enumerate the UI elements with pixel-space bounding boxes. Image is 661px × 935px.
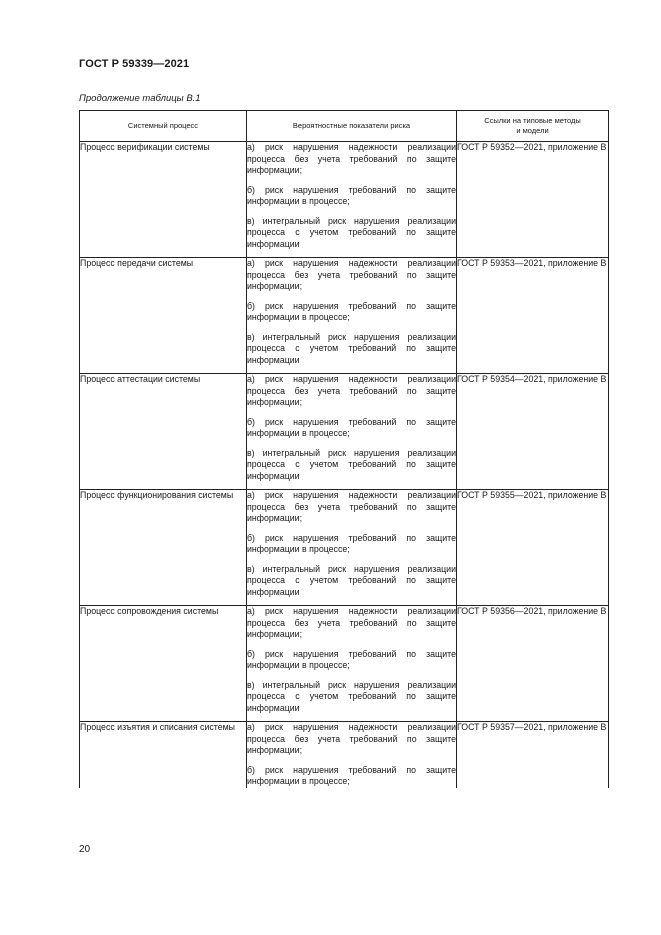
document-header: ГОСТ Р 59339—2021 [79,58,190,70]
process-cell: Процесс изъятия и списания системы [80,722,247,789]
reference-cell: ГОСТ Р 59355—2021, приложение В [457,490,609,606]
risk-item: в) интегральный риск нарушения реализации процесса с учетом требований по защите информации [247,215,456,249]
risk-cell [247,722,457,789]
risk-item: б) риск нарушения требований по защите информации в процессе; [247,300,456,322]
reference-cell: ГОСТ Р 59357—2021, приложение В [457,722,609,789]
risk-item: а) риск нарушения надежности реализации процесса без учета требований по защите информации; [247,258,456,291]
risk-cell [247,606,457,722]
risk-item: в) интегральный риск нарушения реализации процесса с учетом требований по защите информации [247,679,456,713]
column-header-references-line2: и модели [516,126,549,135]
table-caption: Продолжение таблицы В.1 [79,93,201,104]
risk-cell [247,258,457,374]
risk-item: а) риск нарушения надежности реализации процесса без учета требований по защите информации; [247,490,456,523]
risk-cell [247,142,457,258]
process-cell: Процесс аттестации системы [80,374,247,490]
table-header-row [80,111,609,142]
risk-item: в) интегральный риск нарушения реализации процесса с учетом требований по защите информации [247,447,456,481]
risk-cell [247,374,457,490]
risk-item: б) риск нарушения требований по защите информации в процессе; [247,532,456,554]
risk-item: в) интегральный риск нарушения реализации процесса с учетом требований по защите информации [247,563,456,597]
table-row [80,374,609,490]
table-row [80,722,609,789]
risk-item: б) риск нарушения требований по защите информации в процессе; [247,416,456,438]
column-header-references [457,111,609,142]
risk-item: б) риск нарушения требований по защите информации в процессе; [247,648,456,670]
column-header-references-line1: Ссылки на типовые методы [484,116,581,125]
reference-cell: ГОСТ Р 59354—2021, приложение В [457,374,609,490]
risk-item: б) риск нарушения требований по защите информации в процессе; [247,764,456,786]
reference-cell: ГОСТ Р 59356—2021, приложение В [457,606,609,722]
risk-item: в) интегральный риск нарушения реализации процесса с учетом требований по защите информации [247,331,456,365]
reference-cell: ГОСТ Р 59353—2021, приложение В [457,258,609,374]
risk-table [79,110,609,788]
risk-item: а) риск нарушения надежности реализации процесса без учета требований по защите информации; [247,374,456,407]
risk-item: а) риск нарушения надежности реализации процесса без учета требований по защите информации; [247,142,456,175]
risk-item: а) риск нарушения надежности реализации процесса без учета требований по защите информации; [247,722,456,755]
table-row [80,490,609,606]
risk-item: б) риск нарушения требований по защите информации в процессе; [247,184,456,206]
table-row [80,606,609,722]
risk-item: а) риск нарушения надежности реализации процесса без учета требований по защите информации; [247,606,456,639]
process-cell: Процесс передачи системы [80,258,247,374]
process-cell: Процесс сопровождения системы [80,606,247,722]
column-header-risk-indicators: Вероятностные показатели риска [247,111,457,142]
table-row [80,258,609,374]
table-row [80,142,609,258]
risk-cell [247,490,457,606]
reference-cell: ГОСТ Р 59352—2021, приложение В [457,142,609,258]
process-cell: Процесс функционирования системы [80,490,247,606]
process-cell: Процесс верификации системы [80,142,247,258]
column-header-process: Системный процесс [80,111,247,142]
page-number: 20 [79,844,91,855]
